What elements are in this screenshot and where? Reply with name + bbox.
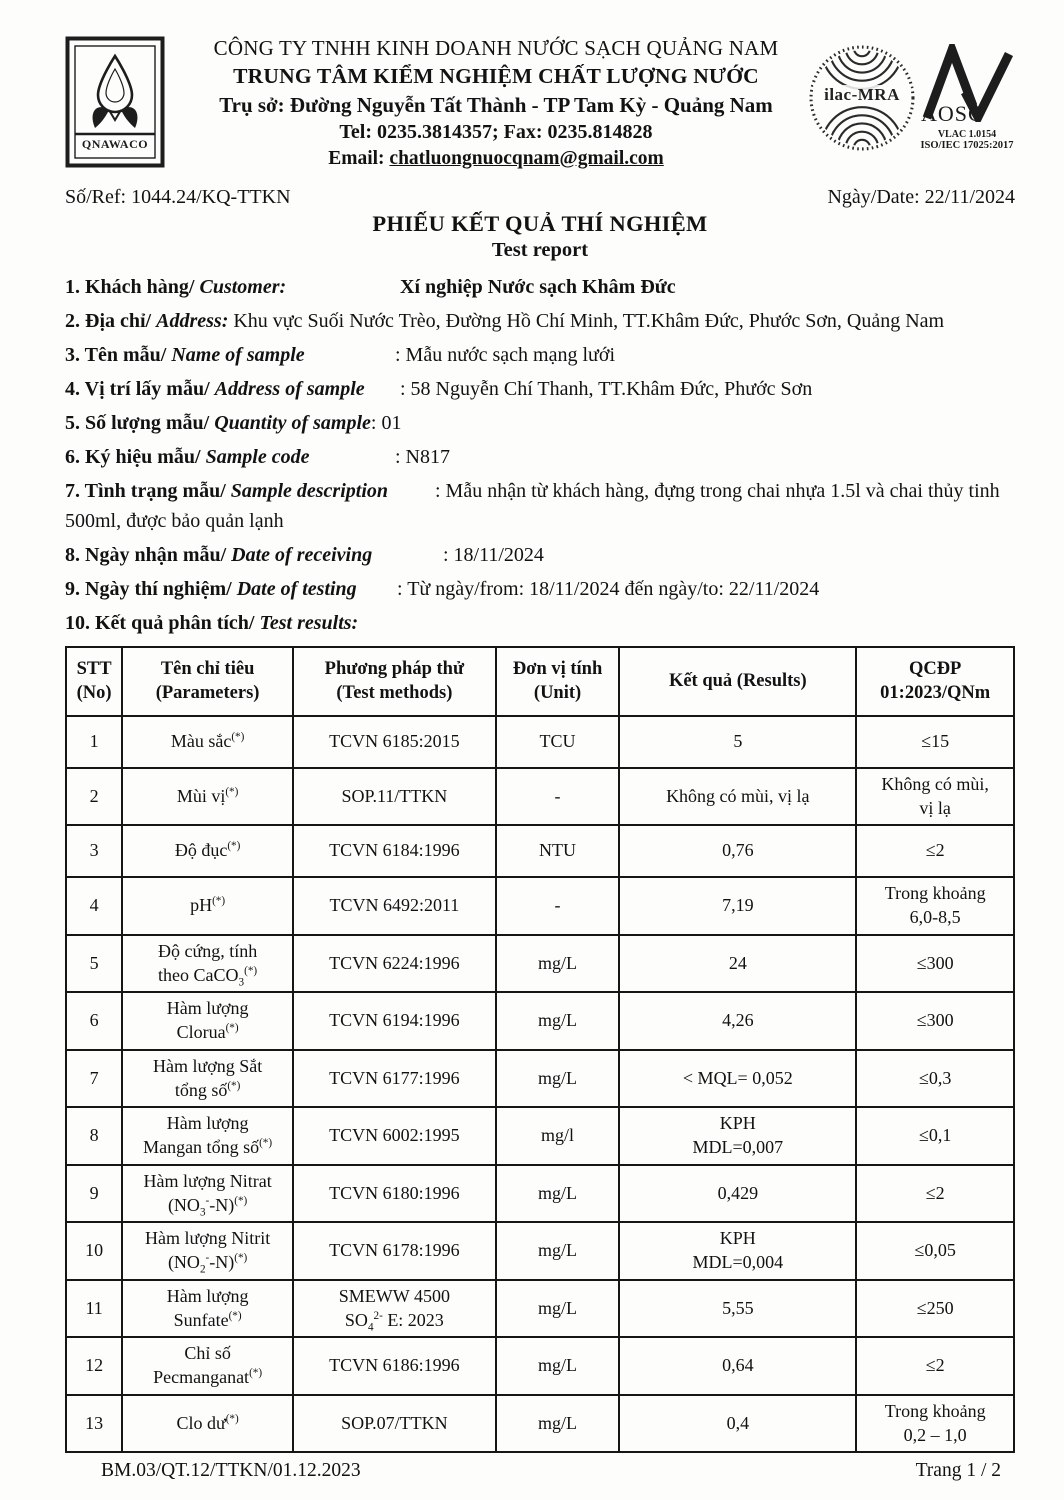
table-row (66, 1280, 1014, 1338)
column-header-sub: (No) (76, 683, 112, 704)
column-header (496, 647, 620, 716)
result-value: 24 (619, 935, 856, 993)
result-value: 0,4 (619, 1395, 856, 1453)
test-method: TCVN 6184:1996 (293, 825, 496, 877)
limit-value: ≤0,3 (856, 1050, 1014, 1108)
info-item (65, 306, 1015, 336)
limit-value: ≤250 (856, 1280, 1014, 1338)
info-label-vi: 6. Ký hiệu mẫu/ (65, 445, 206, 468)
test-method: TCVN 6177:1996 (293, 1050, 496, 1108)
row-number: 12 (66, 1337, 122, 1395)
info-value: Xí nghiệp Nước sạch Khâm Đức (400, 275, 676, 298)
info-label-vi: 1. Khách hàng/ (65, 275, 200, 298)
info-label-vi: 9. Ngày thí nghiệm/ (65, 577, 237, 600)
info-label-en: Test results: (259, 611, 359, 634)
limit-value: ≤300 (856, 992, 1014, 1050)
letterhead (65, 28, 1015, 172)
result-value: KPH MDL=0,007 (619, 1107, 856, 1165)
info-value: : Từ ngày/from: 18/11/2024 đến ngày/to: 22/11/2024 (397, 577, 820, 600)
info-label-vi: 4. Vị trí lấy mẫu/ (65, 377, 215, 400)
column-header-main: Đơn vị tính (512, 658, 603, 679)
tel-fax-line: Tel: 0235.3814357; Fax: 0235.814828 (339, 121, 653, 144)
unit: mg/L (496, 1280, 620, 1338)
test-method: TCVN 6492:2011 (293, 877, 496, 935)
info-label-en: Quantity of sample (214, 411, 371, 434)
parameter-name: Độ cứng, tính theo CaCO$_3$(*) (122, 935, 293, 993)
result-value: 4,26 (619, 992, 856, 1050)
table-row (66, 716, 1014, 768)
result-value: < MQL= 0,052 (619, 1050, 856, 1108)
unit: mg/L (496, 1337, 620, 1395)
column-header-main: QCĐP (908, 658, 962, 679)
column-header (293, 647, 496, 716)
limit-value: Trong khoảng 0,2 – 1,0 (856, 1395, 1014, 1453)
table-row (66, 1107, 1014, 1165)
column-header-sub: (Unit) (533, 683, 582, 704)
letterhead-left (65, 28, 183, 168)
results-table (65, 646, 1015, 1453)
parameter-name: Hàm lượng Clorua(*) (122, 992, 293, 1050)
row-number: 1 (66, 716, 122, 768)
column-header-main: Phương pháp thử (324, 658, 465, 679)
column-header-main: Kết quả (Results) (668, 671, 807, 692)
limit-value: ≤15 (856, 716, 1014, 768)
limit-value: ≤0,05 (856, 1222, 1014, 1280)
info-value: : Mẫu nhận từ khách hàng, đựng trong chai nhựa 1.5l và chai thủy tinh 500ml, được bảo quản lạnh (65, 479, 1000, 532)
parameter-name: Hàm lượng Sunfate(*) (122, 1280, 293, 1338)
test-method: TCVN 6185:2015 (293, 716, 496, 768)
parameter-name: Hàm lượng Nitrit $(NO_2^--N)^{(*)}$ (122, 1222, 293, 1280)
column-header (856, 647, 1014, 716)
test-method: TCVN 6186:1996 (293, 1337, 496, 1395)
test-method: TCVN 6180:1996 (293, 1165, 496, 1223)
row-number: 7 (66, 1050, 122, 1108)
aosc-accreditation-code: VLAC 1.0154 (937, 129, 997, 140)
table-row (66, 877, 1014, 935)
letterhead-right (809, 28, 1015, 152)
test-method: TCVN 6224:1996 (293, 935, 496, 993)
table-row (66, 1337, 1014, 1395)
test-method: SOP.07/TTKN (293, 1395, 496, 1453)
row-number: 6 (66, 992, 122, 1050)
row-number: 13 (66, 1395, 122, 1453)
column-header-sub: 01:2023/QNm (880, 683, 991, 704)
results-table-header-row (66, 647, 1014, 716)
info-value: : 01 (370, 411, 402, 434)
info-value: : Mẫu nước sạch mạng lưới (395, 343, 616, 366)
info-item (65, 442, 1015, 472)
limit-value: ≤300 (856, 935, 1014, 993)
info-item (65, 374, 1015, 404)
email-label: Email: (328, 147, 390, 169)
parameter-name: Màu sắc(*) (122, 716, 293, 768)
table-row (66, 825, 1014, 877)
info-label-en: Customer: (199, 275, 287, 298)
info-item-label (65, 408, 371, 438)
unit: mg/L (496, 1222, 620, 1280)
row-number: 4 (66, 877, 122, 935)
row-number: 11 (66, 1280, 122, 1338)
form-code: BM.03/QT.12/TTKN/01.12.2023 (101, 1460, 361, 1482)
info-label-vi: 7. Tình trạng mẫu/ (65, 479, 231, 502)
info-value: : 18/11/2024 (443, 543, 544, 566)
column-header-sub: (Test methods) (336, 683, 453, 704)
aosc-standard: ISO/IEC 17025:2017 (920, 140, 1014, 151)
info-item-label (65, 608, 358, 638)
info-label-vi: 2. Địa chỉ/ (65, 309, 157, 332)
info-item-label (65, 574, 397, 604)
info-label-en: Sample code (205, 445, 310, 468)
info-value: : N817 (395, 445, 450, 468)
row-number: 8 (66, 1107, 122, 1165)
info-item (65, 574, 1015, 604)
ref-number: Số/Ref: 1044.24/KQ-TTKN (65, 185, 291, 208)
table-row (66, 1395, 1014, 1453)
result-value: Không có mùi, vị lạ (619, 768, 856, 826)
info-value: Khu vực Suối Nước Trèo, Đường Hồ Chí Minh, TT.Khâm Đức, Phước Sơn, Quảng Nam (228, 309, 945, 332)
table-row (66, 1222, 1014, 1280)
parameter-name: Hàm lượng Mangan tổng số(*) (122, 1107, 293, 1165)
info-label-en: Date of receiving (231, 543, 373, 566)
column-header (122, 647, 293, 716)
info-label-en: Sample description (230, 479, 389, 502)
unit: NTU (496, 825, 620, 877)
email-line (183, 146, 809, 172)
column-header-main: STT (76, 658, 112, 679)
email-address: chatluongnuocqnam@gmail.com (389, 147, 664, 169)
test-method: SMEWW 4500 $SO_4^{2-}$ E: 2023 (293, 1280, 496, 1338)
aosc-logo (919, 44, 1015, 152)
table-row (66, 992, 1014, 1050)
info-label-vi: 8. Ngày nhận mẫu/ (65, 543, 232, 566)
report-title-vi: PHIẾU KẾT QUẢ THÍ NGHIỆM (372, 210, 708, 236)
row-number: 10 (66, 1222, 122, 1280)
result-value: KPH MDL=0,004 (619, 1222, 856, 1280)
table-row (66, 1050, 1014, 1108)
info-item-label (65, 540, 443, 570)
parameter-name: Độ đục(*) (122, 825, 293, 877)
info-item (65, 540, 1015, 570)
unit: TCU (496, 716, 620, 768)
unit: - (496, 768, 620, 826)
info-label-vi: 3. Tên mẫu/ (65, 343, 172, 366)
row-number: 2 (66, 768, 122, 826)
sample-info-list (65, 272, 1015, 638)
info-label-vi: 10. Kết quả phân tích/ (65, 611, 260, 634)
row-number: 5 (66, 935, 122, 993)
qnawaco-logo-text: QNAWACO (81, 137, 149, 151)
info-label-en: Name of sample (171, 343, 305, 366)
unit: - (496, 877, 620, 935)
limit-value: ≤2 (856, 825, 1014, 877)
unit: mg/L (496, 1165, 620, 1223)
limit-value: Không có mùi, vị lạ (856, 768, 1014, 826)
info-item (65, 272, 1015, 302)
result-value: 0,76 (619, 825, 856, 877)
info-item (65, 476, 1015, 536)
info-item (65, 608, 1015, 638)
meta-row (65, 186, 1015, 209)
table-row (66, 1165, 1014, 1223)
parameter-name: Clo dư(*) (122, 1395, 293, 1453)
column-header (66, 647, 122, 716)
info-item-label (65, 442, 395, 472)
info-label-en: Date of testing (236, 577, 357, 600)
qnawaco-logo (65, 36, 165, 168)
parameter-name: pH(*) (122, 877, 293, 935)
result-value: 0,429 (619, 1165, 856, 1223)
info-item-label (65, 306, 228, 336)
results-table-body (66, 716, 1014, 1453)
info-label-en: Address of sample (214, 377, 365, 400)
unit: mg/L (496, 1050, 620, 1108)
row-number: 3 (66, 825, 122, 877)
info-item-label (65, 340, 395, 370)
result-value: 0,64 (619, 1337, 856, 1395)
parameter-name: Chỉ số Pecmanganat(*) (122, 1337, 293, 1395)
unit: mg/l (496, 1107, 620, 1165)
page-number: Trang 1 / 2 (915, 1460, 1001, 1482)
parameter-name: Hàm lượng Nitrat $(NO_3^--N)^{(*)}$ (122, 1165, 293, 1223)
letterhead-center (183, 28, 809, 172)
center-name: TRUNG TÂM KIỂM NGHIỆM CHẤT LƯỢNG NƯỚC (233, 64, 759, 89)
info-label-vi: 5. Số lượng mẫu/ (65, 411, 215, 434)
result-value: 7,19 (619, 877, 856, 935)
unit: mg/L (496, 992, 620, 1050)
unit: mg/L (496, 935, 620, 993)
table-row (66, 935, 1014, 993)
parameter-name: Hàm lượng Sắt tổng số(*) (122, 1050, 293, 1108)
limit-value: ≤2 (856, 1337, 1014, 1395)
info-item-label (65, 272, 400, 302)
head-office-address: Trụ sở: Đường Nguyễn Tất Thành - TP Tam Kỳ - Quảng Nam (219, 92, 773, 117)
test-method: TCVN 6178:1996 (293, 1222, 496, 1280)
report-date: Ngày/Date: 22/11/2024 (827, 185, 1015, 208)
parameter-name: Mùi vị(*) (122, 768, 293, 826)
column-header (619, 647, 856, 716)
table-row (66, 768, 1014, 826)
column-header-sub: (Parameters) (155, 683, 260, 704)
result-value: 5,55 (619, 1280, 856, 1338)
column-header-main: Tên chỉ tiêu (160, 658, 255, 679)
unit: mg/L (496, 1395, 620, 1453)
test-method: TCVN 6002:1995 (293, 1107, 496, 1165)
info-value: : 58 Nguyễn Chí Thanh, TT.Khâm Đức, Phước Sơn (400, 377, 813, 400)
info-item (65, 408, 1015, 438)
ilac-mra-logo-text: ilac-MRA (813, 85, 911, 105)
limit-value: ≤2 (856, 1165, 1014, 1223)
footer-row (65, 1460, 1015, 1482)
info-item-label (65, 374, 400, 404)
row-number: 9 (66, 1165, 122, 1223)
ilac-mra-logo (809, 44, 915, 152)
report-title-en: Test report (491, 238, 589, 261)
info-label-en: Address: (156, 309, 229, 332)
test-method: TCVN 6194:1996 (293, 992, 496, 1050)
limit-value: ≤0,1 (856, 1107, 1014, 1165)
test-method: SOP.11/TTKN (293, 768, 496, 826)
limit-value: Trong khoảng 6,0-8,5 (856, 877, 1014, 935)
aosc-logo-text: AOSC (921, 101, 984, 126)
info-item (65, 340, 1015, 370)
result-value: 5 (619, 716, 856, 768)
info-item-label (65, 476, 435, 506)
company-name: CÔNG TY TNHH KINH DOANH NƯỚC SẠCH QUẢNG NAM (213, 36, 779, 60)
